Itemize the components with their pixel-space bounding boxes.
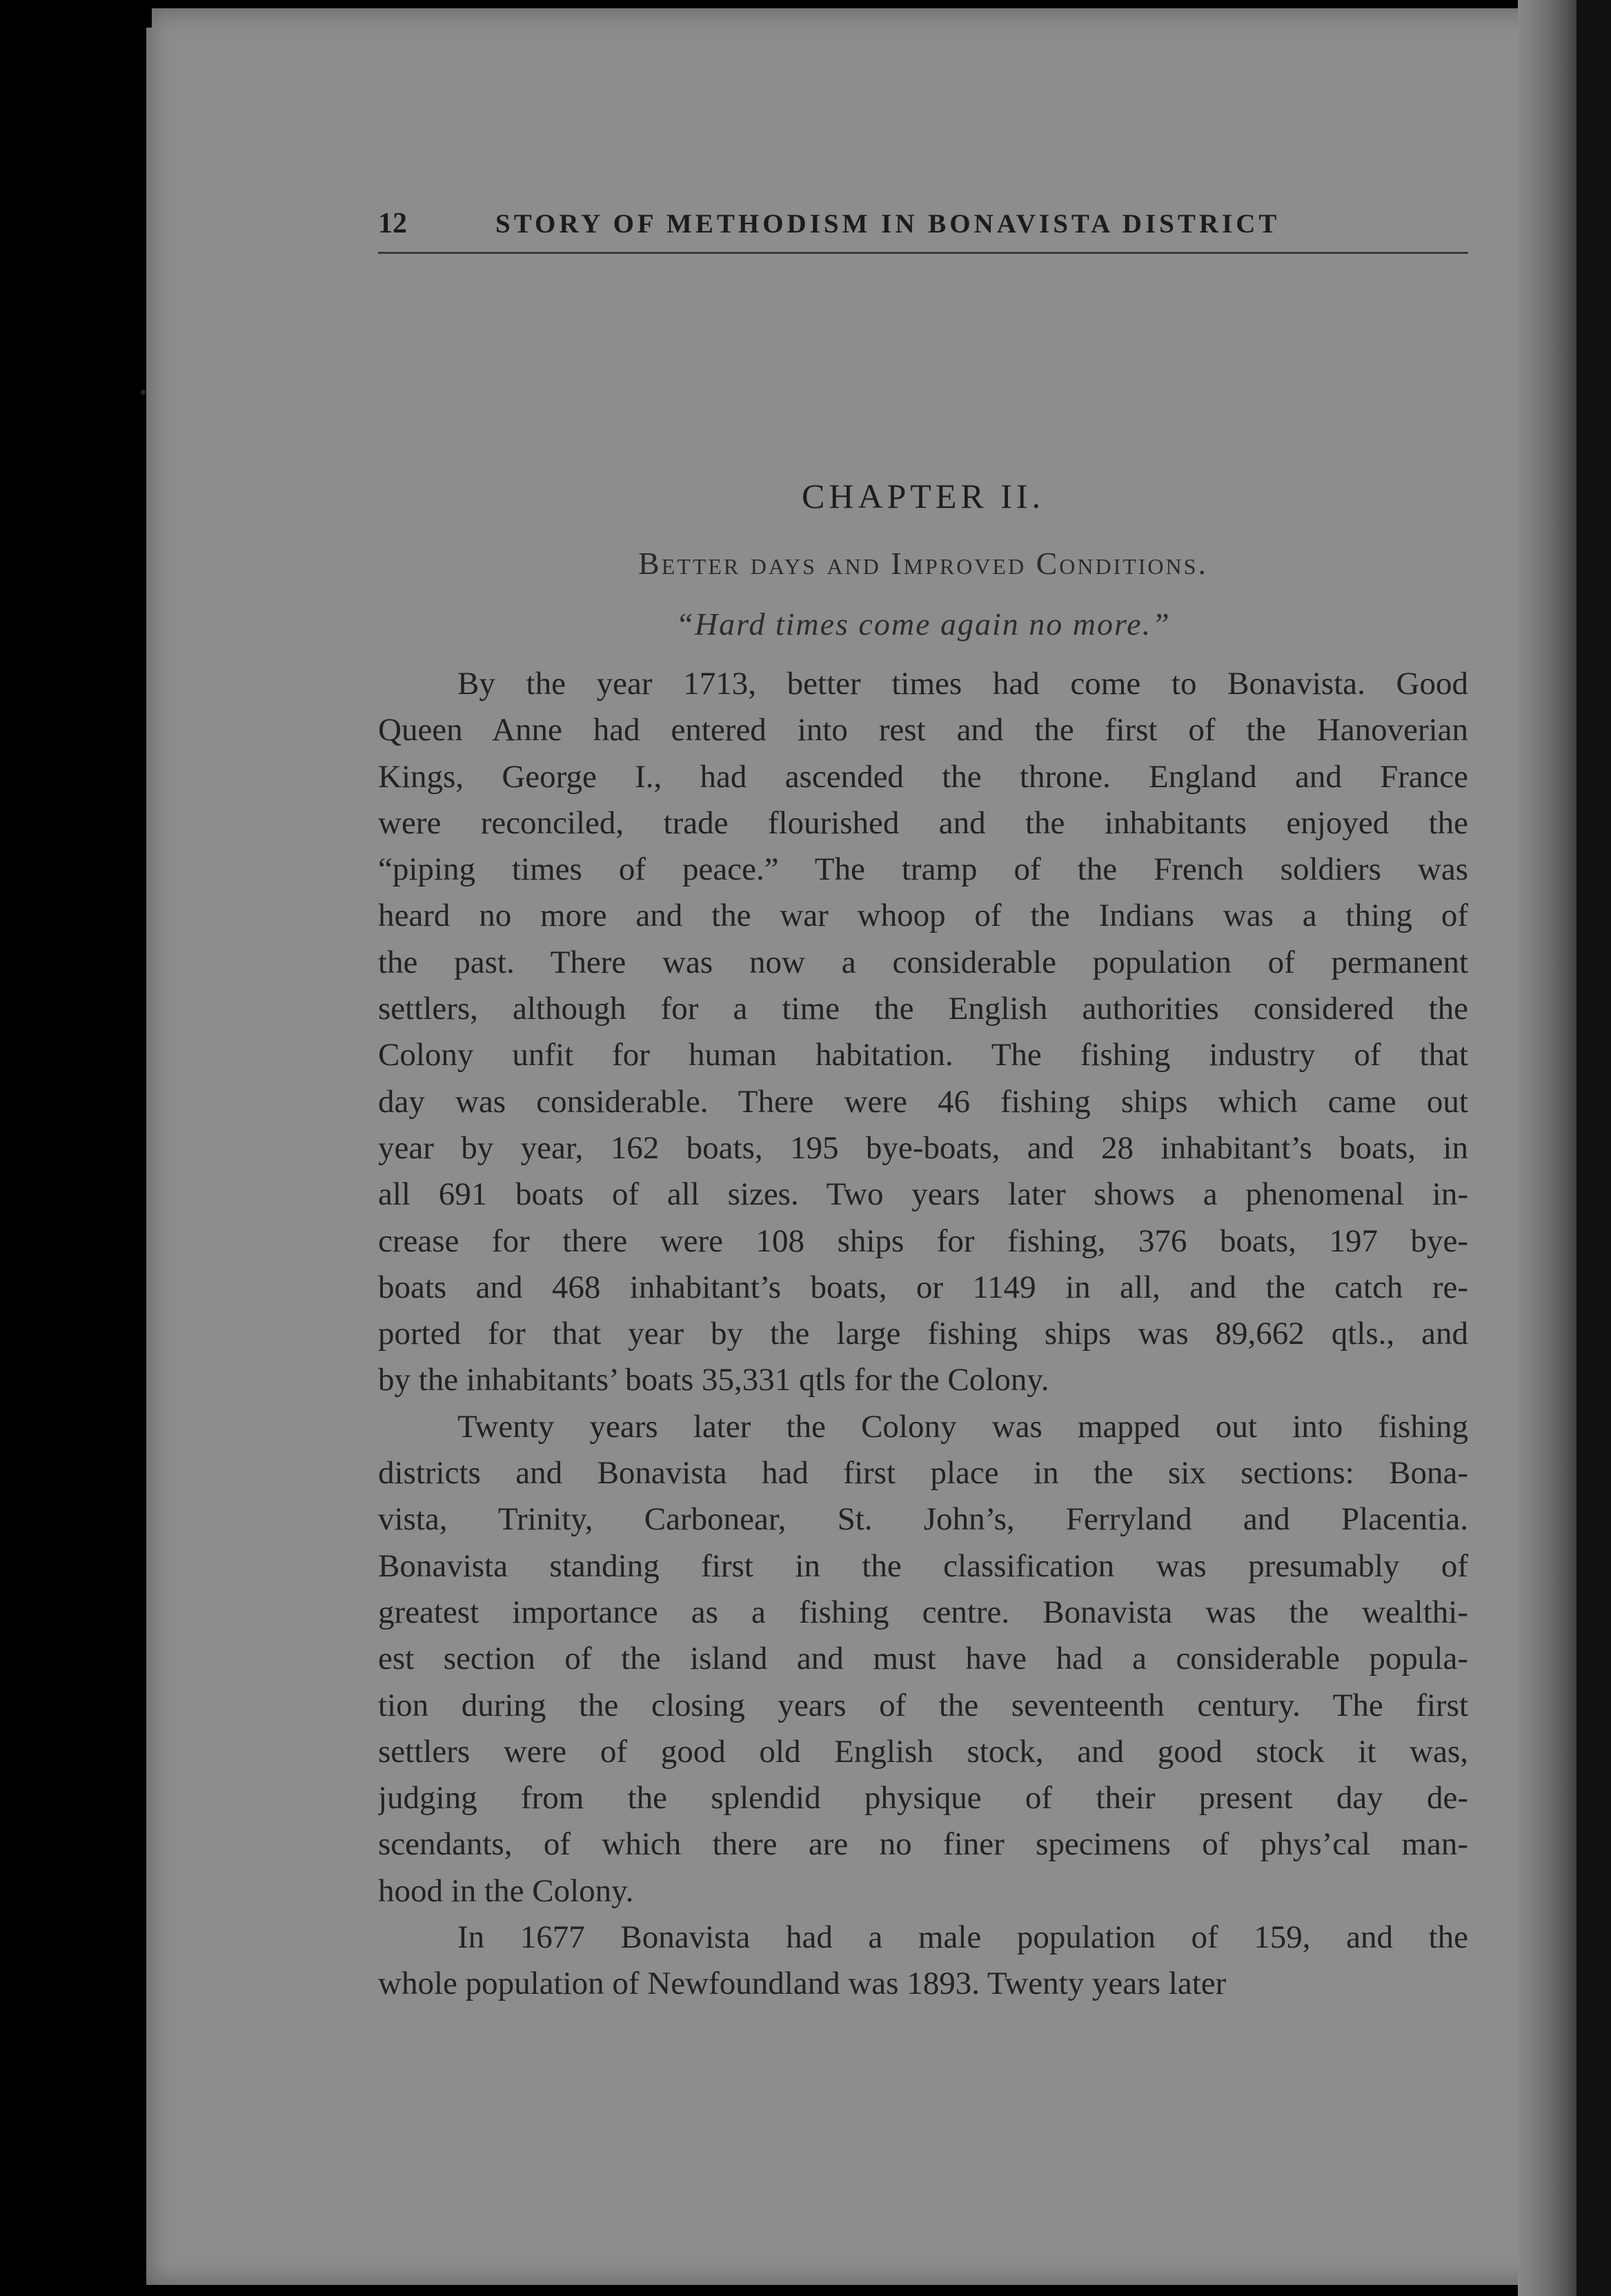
text-line: by the inhabitants’ boats 35,331 qtls for the Colony. — [378, 1362, 1049, 1398]
chapter-body — [378, 661, 1468, 2008]
ink-speck — [141, 390, 146, 395]
text-line: Twenty years later the Colony was mapped out into fishing — [457, 1408, 1468, 1445]
paragraph — [378, 661, 1468, 1404]
header-rule — [378, 252, 1468, 254]
scan-border-right — [1577, 0, 1611, 2296]
paragraph — [378, 1404, 1468, 1914]
text-line: hood in the Colony. — [378, 1872, 634, 1909]
text-line: settlers were of good old English stock, and good stock it was, — [378, 1733, 1468, 1770]
text-line: scendants, of which there are no finer specimens of phys’cal man- — [378, 1826, 1468, 1863]
chapter-title: CHAPTER II. — [801, 477, 1045, 515]
text-line: vista, Trinity, Carbonear, St. John’s, Ferryland and Placentia. — [378, 1501, 1468, 1538]
running-title: STORY OF METHODISM IN BONAVISTA DISTRICT — [495, 209, 1281, 239]
text-line: crease for there were 108 ships for fishing, 376 boats, 197 bye- — [378, 1223, 1468, 1259]
text-line: all 691 boats of all sizes. Two years later shows a phenomenal in- — [378, 1176, 1468, 1213]
text-line: day was considerable. There were 46 fishing ships which came out — [378, 1083, 1468, 1120]
text-line: Bonavista standing first in the classification was presumably of — [378, 1547, 1468, 1584]
text-line: tion during the closing years of the seventeenth century. The first — [378, 1687, 1468, 1723]
text-line: est section of the island and must have had a considerable popula- — [378, 1641, 1468, 1677]
text-line: Kings, George I., had ascended the throne. England and France — [378, 758, 1468, 795]
page-number: 12 — [378, 208, 407, 239]
text-line: judging from the splendid physique of their present day de- — [378, 1780, 1468, 1817]
text-line: districts and Bonavista had first place in the six sections: Bona- — [378, 1455, 1468, 1492]
text-line: ported for that year by the large fishing ships was 89,662 qtls., and — [378, 1316, 1468, 1352]
text-line: whole population of Newfoundland was 1893. Twenty years later — [378, 1966, 1227, 2002]
text-line: In 1677 Bonavista had a male population of 159, and the — [457, 1919, 1468, 1956]
text-line: Colony unfit for human habitation. The fishing industry of that — [378, 1037, 1468, 1073]
scan-border-notch — [131, 0, 152, 28]
text-line: boats and 468 inhabitant’s boats, or 1149 in all, and the catch re- — [378, 1269, 1468, 1305]
text-line: greatest importance as a fishing centre. Bonavista was the wealthi- — [378, 1594, 1468, 1630]
text-line: “piping times of peace.” The tramp of the French soldiers was — [378, 851, 1468, 888]
chapter-epigraph: “Hard times come again no more.” — [675, 606, 1171, 642]
text-line: settlers, although for a time the English authorities considered the — [378, 991, 1468, 1027]
text-line: Queen Anne had entered into rest and the first of the Hanoverian — [378, 712, 1468, 749]
text-line: heard no more and the war whoop of the Indians was a thing of — [378, 898, 1468, 934]
text-line: By the year 1713, better times had come to Bonavista. Good — [457, 666, 1468, 702]
running-head — [378, 207, 1461, 248]
text-line: were reconciled, trade flourished and the inhabitants enjoyed the — [378, 804, 1468, 841]
text-line: the past. There was now a considerable population of permanent — [378, 944, 1468, 980]
text-line: year by year, 162 boats, 195 bye-boats, and 28 inhabitant’s boats, in — [378, 1129, 1468, 1166]
chapter-subtitle: Better days and Improved Conditions. — [638, 546, 1208, 581]
paragraph — [378, 1914, 1468, 2008]
